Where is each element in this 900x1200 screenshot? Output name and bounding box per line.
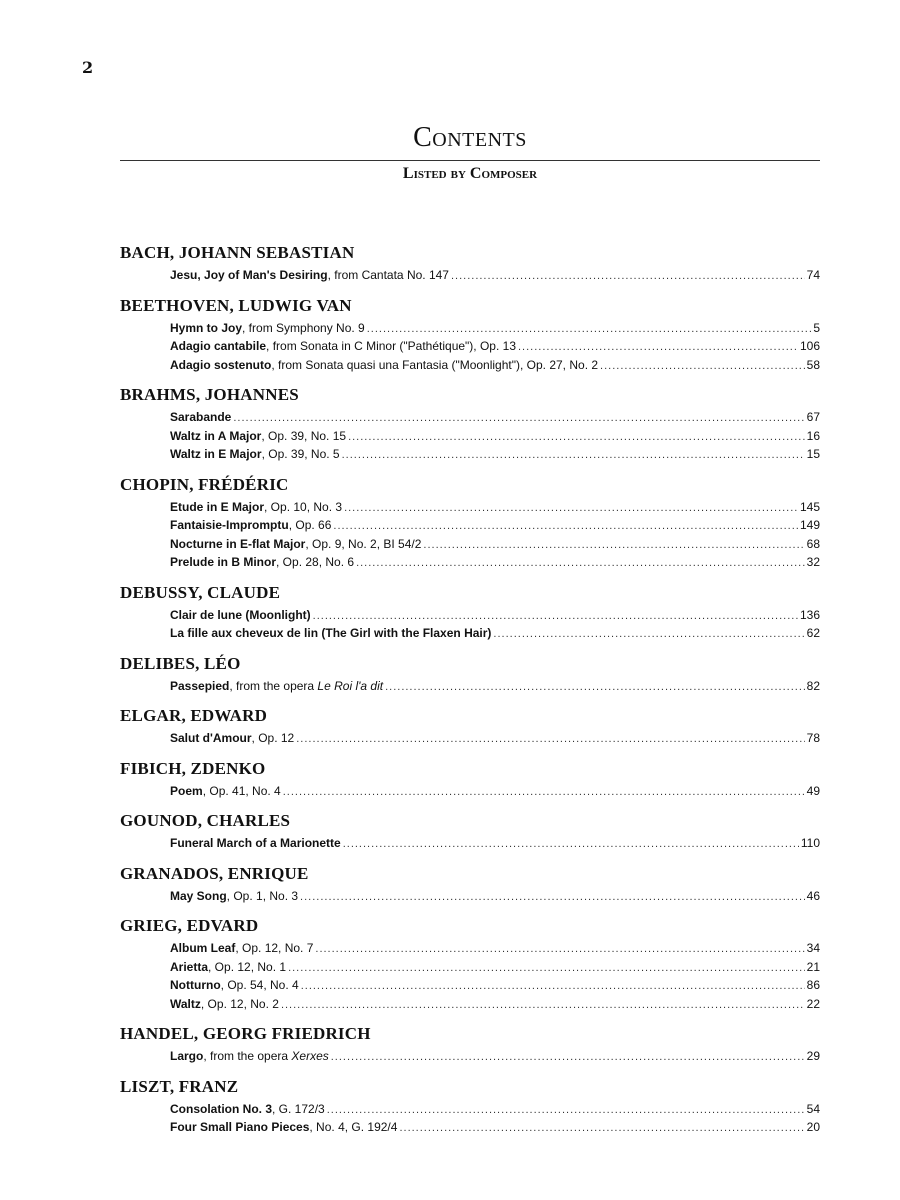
entry-title: Sarabande (170, 410, 232, 424)
dot-leader (356, 554, 805, 573)
entry-title: Waltz in E Major (170, 447, 262, 461)
entry-title: Passepied (170, 678, 230, 693)
contents-entry[interactable] (170, 319, 820, 338)
composer-name: GRIEG, EDVARD (120, 916, 259, 935)
title-rule (120, 160, 820, 161)
entry-title: Salut d'Amour (170, 731, 252, 745)
dot-leader (327, 1101, 805, 1120)
contents-entry[interactable] (170, 887, 820, 906)
dot-leader (315, 940, 804, 959)
contents-entry[interactable] (170, 939, 820, 958)
dot-leader (518, 338, 798, 357)
entry-detail: , Op. 12, No. 7 (235, 941, 314, 955)
entry-detail: , Op. 41, No. 4 (202, 783, 281, 798)
composer-name: FIBICH, ZDENKO (120, 758, 266, 778)
composer-group (120, 863, 820, 906)
entry-page-number: 49 (806, 783, 820, 798)
composer-name: BRAHMS, JOHANNES (120, 385, 299, 404)
contents-entry[interactable] (170, 516, 820, 535)
dot-leader (301, 977, 805, 996)
entry-title: Fantaisie-Impromptu (170, 518, 289, 532)
composer-group (120, 295, 820, 375)
entry-title: Largo (170, 1049, 204, 1063)
dot-leader (313, 607, 798, 626)
entry-page-number: 20 (806, 1120, 820, 1134)
dot-leader (451, 267, 805, 286)
dot-leader (348, 428, 805, 447)
entry-detail: , Op. 10, No. 3 (264, 499, 343, 514)
entry-page-number: 32 (806, 555, 820, 569)
composer-name: HANDEL, GEORG FRIEDRICH (120, 1024, 371, 1043)
composer-group (120, 474, 820, 572)
contents-entry[interactable] (170, 553, 820, 572)
composer-name: DEBUSSY, CLAUDE (120, 582, 281, 602)
composer-group (120, 1023, 820, 1066)
page-subtitle: Listed by Composer (402, 165, 538, 182)
entry-title: Notturno (170, 978, 221, 992)
dot-leader (331, 1048, 805, 1067)
entry-page-number: 15 (806, 447, 820, 461)
dot-leader (333, 517, 798, 536)
entry-page-number: 82 (806, 678, 820, 693)
composer-group (120, 653, 820, 696)
composer-name: GRANADOS, ENRIQUE (120, 863, 309, 883)
entry-title: Hymn to Joy (170, 320, 243, 335)
contents-entry[interactable] (170, 356, 820, 375)
dot-leader (600, 357, 805, 376)
entry-title: Adagio sostenuto (170, 357, 272, 372)
composer-name: ELGAR, EDWARD (120, 706, 268, 725)
page-title: Contents (413, 122, 527, 153)
composer-group (120, 810, 820, 853)
entry-title: Waltz (170, 996, 201, 1011)
contents-entry[interactable] (170, 337, 820, 356)
dot-leader (300, 888, 805, 907)
dot-leader (399, 1119, 804, 1138)
composer-name: BEETHOVEN, LUDWIG VAN (120, 295, 352, 315)
contents-entry[interactable] (170, 834, 820, 853)
entry-detail: , Op. 54, No. 4 (220, 978, 299, 992)
contents-entry[interactable] (170, 535, 820, 554)
contents-entry[interactable] (170, 958, 820, 977)
entry-detail: , Op. 39, No. 15 (261, 428, 347, 443)
dot-leader (281, 996, 805, 1015)
contents-entry[interactable] (170, 445, 820, 464)
entry-page-number: 21 (806, 959, 820, 974)
entry-detail: , Op. 12, No. 1 (208, 959, 287, 974)
contents-entry[interactable] (170, 729, 820, 748)
entry-page-number: 5 (813, 320, 820, 335)
contents-entry[interactable] (170, 624, 820, 643)
dot-leader (342, 446, 805, 465)
contents-list (120, 242, 820, 1147)
composer-name: CHOPIN, FRÉDÉRIC (120, 474, 289, 494)
entry-detail: , Op. 1, No. 3 (226, 888, 299, 903)
entry-detail: , from the opera Le Roi l'a dit (229, 678, 384, 693)
opera-title: Le Roi l'a dit (317, 678, 384, 693)
entry-detail: , from Sonata quasi una Fantasia ("Moonlight"), Op. 27, No. 2 (271, 357, 599, 372)
entry-detail: , Op. 66 (288, 518, 332, 532)
contents-entry[interactable] (170, 677, 820, 696)
entry-page-number: 67 (806, 410, 820, 424)
entry-detail: , from Symphony No. 9 (242, 320, 365, 335)
composer-group (120, 1076, 820, 1137)
dot-leader (367, 320, 812, 339)
entry-page-number: 136 (799, 607, 820, 622)
dot-leader (343, 835, 799, 854)
entry-page-number: 145 (799, 499, 820, 514)
entry-page-number: 86 (806, 978, 820, 992)
composer-name: GOUNOD, CHARLES (120, 811, 291, 830)
entry-page-number: 78 (806, 731, 820, 745)
entry-page-number: 22 (806, 996, 820, 1011)
composer-group (120, 705, 820, 748)
composer-name: BACH, JOHANN SEBASTIAN (120, 243, 355, 262)
entry-title: Adagio cantabile (170, 339, 267, 353)
dot-leader (385, 678, 805, 697)
entry-title: Prelude in B Minor (170, 555, 277, 569)
entry-detail: , Op. 9, No. 2, BI 54/2 (305, 536, 422, 551)
entry-page-number: 54 (806, 1101, 820, 1116)
composer-name: DELIBES, LÉO (120, 653, 241, 673)
entry-detail: , G. 172/3 (272, 1101, 325, 1116)
page-number: 2 (82, 58, 94, 77)
entry-title: Clair de lune (Moonlight) (170, 607, 311, 622)
entry-title: Nocturne in E-flat Major (170, 536, 306, 551)
entry-title: Poem (170, 783, 203, 798)
dot-leader (344, 499, 798, 518)
dot-leader (288, 959, 805, 978)
entry-title: Arietta (170, 959, 209, 974)
entry-title: Four Small Piano Pieces (170, 1120, 310, 1134)
contents-entry[interactable] (170, 427, 820, 446)
entry-title: Etude in E Major (170, 499, 265, 514)
entry-page-number: 34 (806, 941, 820, 955)
entry-title: Jesu, Joy of Man's Desiring (170, 268, 328, 282)
entry-detail: , Op. 12 (251, 731, 295, 745)
contents-entry[interactable] (170, 995, 820, 1014)
composer-group (120, 384, 820, 464)
entry-page-number: 62 (806, 626, 820, 640)
composer-group (120, 242, 820, 285)
entry-page-number: 106 (799, 339, 820, 353)
composer-group (120, 915, 820, 1013)
composer-name: LISZT, FRANZ (120, 1076, 239, 1096)
entry-detail: , Op. 12, No. 2 (200, 996, 279, 1011)
entry-page-number: 16 (806, 428, 820, 443)
contents-entry[interactable] (170, 1118, 820, 1137)
composer-group (120, 758, 820, 801)
contents-entry[interactable] (170, 498, 820, 517)
entry-title: Waltz in A Major (170, 428, 262, 443)
entry-detail: , from Sonata in C Minor ("Pathétique"), Op. 13 (266, 339, 516, 353)
entry-page-number: 74 (806, 268, 820, 282)
dot-leader (233, 409, 804, 428)
contents-entry[interactable] (170, 606, 820, 625)
entry-page-number: 46 (806, 888, 820, 903)
entry-page-number: 29 (806, 1049, 820, 1063)
entry-detail: , from Cantata No. 147 (327, 268, 449, 282)
entry-title: Funeral March of a Marionette (170, 836, 341, 850)
entry-page-number: 110 (800, 836, 820, 850)
contents-entry[interactable] (170, 1047, 820, 1066)
dot-leader (296, 730, 804, 749)
contents-entry[interactable] (170, 782, 820, 801)
entry-detail: , Op. 28, No. 6 (276, 555, 355, 569)
entry-detail: , Op. 39, No. 5 (261, 447, 340, 461)
contents-entry[interactable] (170, 266, 820, 285)
entry-title: La fille aux cheveux de lin (The Girl with the Flaxen Hair) (170, 626, 492, 640)
entry-detail: , from the opera Xerxes (203, 1049, 329, 1063)
entry-detail: , No. 4, G. 192/4 (309, 1120, 398, 1134)
dot-leader (493, 625, 804, 644)
entry-page-number: 58 (806, 357, 820, 372)
entry-page-number: 68 (806, 536, 820, 551)
dot-leader (283, 783, 805, 802)
contents-entry[interactable] (170, 408, 820, 427)
entry-title: May Song (170, 888, 227, 903)
entry-title: Album Leaf (170, 941, 236, 955)
entry-title: Consolation No. 3 (170, 1101, 272, 1116)
composer-group (120, 582, 820, 643)
opera-title: Xerxes (291, 1049, 329, 1063)
contents-entry[interactable] (170, 1100, 820, 1119)
entry-page-number: 149 (799, 518, 820, 532)
contents-entry[interactable] (170, 976, 820, 995)
dot-leader (423, 536, 804, 555)
